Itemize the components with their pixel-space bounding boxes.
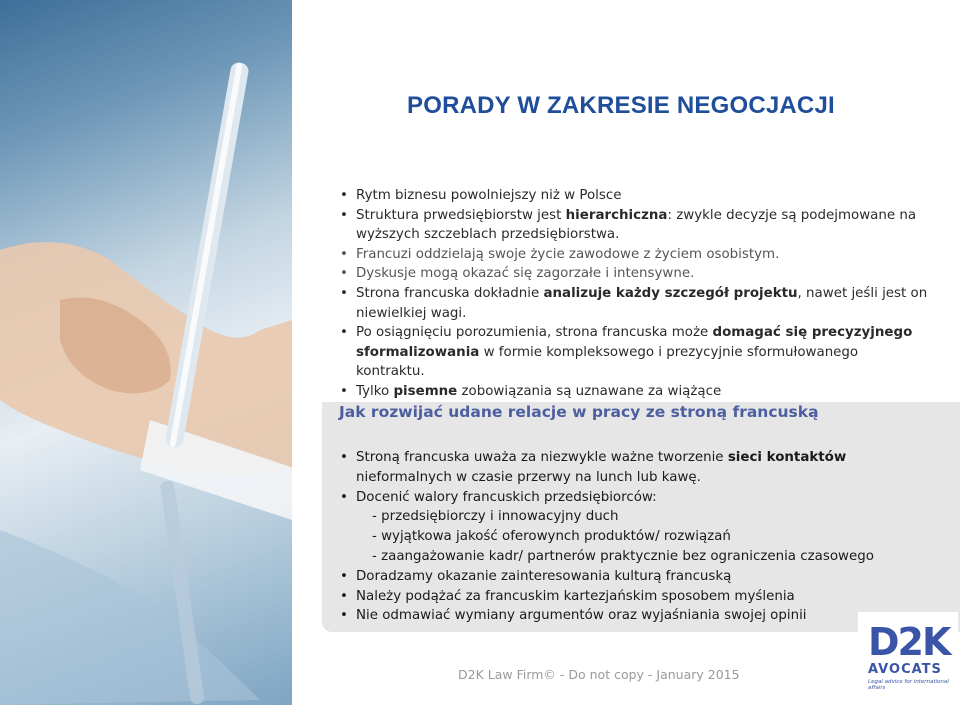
relations-list [338, 448, 938, 626]
text: w formie kompleksowego i prezycyjnie sformułowanego kontraktu. [356, 344, 859, 380]
text: Rytm biznesu powolniejszy niż w Polsce [356, 188, 622, 203]
text: Dyskusje mogą okazać się zagorzałe i intensywne. [356, 266, 695, 282]
text: Po osiągnięciu porozumienia, strona francuska może [356, 325, 713, 341]
list-item [338, 448, 938, 488]
text: Nie odmawiać wymiany argumentów oraz wyjaśniania swojej opinii [356, 608, 807, 624]
footer-copyright: D2K Law Firm© - Do not copy - January 2015 [458, 667, 740, 682]
text: Stroną francuska uważa za niezwykle ważne tworzenie [356, 450, 728, 465]
bold-text: hierarchiczna [565, 207, 668, 223]
list-item [338, 284, 928, 323]
text: Struktura prwedsiębiorstw jest [356, 207, 566, 223]
logo-tagline: Legal advice for international affairs [868, 679, 949, 691]
tips-list [338, 186, 928, 402]
list-item [338, 507, 938, 527]
list-item [338, 382, 928, 402]
bold-text: analizuje każdy szczegół projektu [543, 285, 798, 301]
text: Docenić walory francuskich przedsiębiorców: [356, 489, 657, 505]
section-heading: Jak rozwijać udane relacje w pracy ze stroną francuską [339, 403, 819, 421]
d2k-logo [858, 612, 958, 704]
list-item [338, 323, 928, 382]
text: Francuzi oddzielają swoje życie zawodowe z życiem osobistym. [356, 246, 780, 262]
text: - zaangażowanie kadr/ partnerów praktycznie bez ograniczenia czasowego [372, 548, 874, 564]
list-item [338, 206, 928, 245]
list-item [338, 488, 938, 508]
text: , nawet jeśli jest on niewielkiej wagi. [356, 285, 928, 321]
list-item [338, 186, 928, 206]
text: : zwykle decyzje są podejmowane na wyższych szczeblach przedsiębiorstwa. [356, 207, 917, 243]
list-item [338, 567, 938, 587]
text: zobowiązania są uznawane za wiążące [457, 383, 722, 399]
page-title: PORADY W ZAKRESIE NEGOCJACJI [407, 92, 835, 119]
text: Doradzamy okazanie zainteresowania kulturą francuską [356, 568, 732, 584]
list-item [338, 527, 938, 547]
text: nieformalnych w czasie przerwy na lunch lub kawę. [356, 469, 701, 485]
bold-text: sieci kontaktów [727, 450, 847, 465]
hand-writing-photo [0, 0, 292, 705]
list-item [338, 547, 938, 567]
logo-main: D2K [868, 620, 950, 664]
list-item [338, 245, 928, 265]
text: - wyjątkowa jakość oferowynch produktów/ rozwiązań [372, 529, 731, 545]
logo-sub: AVOCATS [868, 662, 942, 677]
bold-text: pisemne [393, 383, 458, 399]
text: Strona francuska dokładnie [356, 285, 544, 301]
list-item [338, 264, 928, 284]
bold-text: domagać się precyzyjnego sformalizowania [356, 325, 913, 360]
text: Tylko [356, 383, 394, 399]
text: Należy podążać za francuskim kartezjańskim sposobem myślenia [356, 588, 795, 604]
list-item [338, 606, 938, 626]
text: - przedsiębiorczy i innowacyjny duch [372, 509, 619, 525]
list-item [338, 587, 938, 607]
